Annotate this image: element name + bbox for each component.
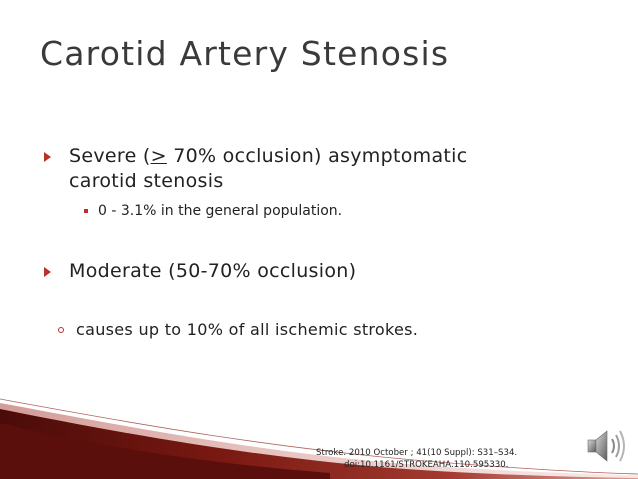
arrow-bullet-icon bbox=[44, 152, 51, 162]
bullet-severe-line2: carotid stenosis bbox=[69, 170, 224, 192]
citation-line1: Stroke. 2010 October ; 41(10 Suppl): S31–S34. bbox=[316, 448, 518, 458]
bullet-severe-text bbox=[69, 144, 467, 194]
ring-bullet-icon bbox=[58, 327, 64, 333]
bullet-moderate bbox=[44, 259, 356, 284]
speaker-icon[interactable] bbox=[585, 426, 627, 466]
citation-line2: doi:10.1161/STROKEAHA.110.595330. bbox=[344, 460, 509, 470]
citation bbox=[316, 447, 517, 471]
bullet-severe-line1 bbox=[69, 144, 467, 169]
sub-bullet-strokes-text: causes up to 10% of all ischemic strokes. bbox=[76, 320, 419, 339]
slide-title: Carotid Artery Stenosis bbox=[40, 34, 450, 73]
bullet-moderate-text: Moderate (50-70% occlusion) bbox=[69, 260, 357, 282]
arrow-bullet-icon bbox=[44, 267, 51, 277]
bullet-severe bbox=[44, 144, 467, 194]
sub-bullet-prevalence bbox=[84, 203, 342, 219]
greater-equal-symbol: > bbox=[150, 145, 167, 167]
sub-bullet-strokes bbox=[58, 320, 418, 339]
square-bullet-icon bbox=[84, 209, 88, 213]
bullet-severe-prefix: Severe ( bbox=[69, 145, 151, 167]
bullet-severe-suffix: 70% occlusion) asymptomatic bbox=[166, 145, 468, 167]
sub-bullet-prevalence-text: 0 - 3.1% in the general population. bbox=[98, 203, 343, 219]
